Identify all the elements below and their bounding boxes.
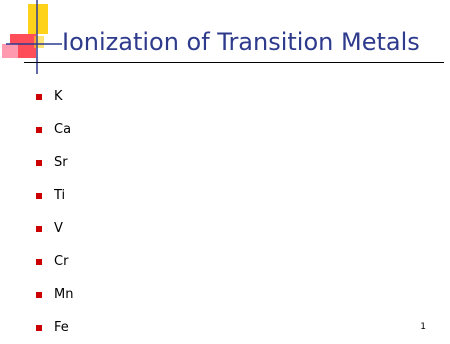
bullet-list [36, 80, 73, 344]
page-number: 1 [420, 322, 426, 332]
list-item [36, 212, 73, 245]
slide-title: Ionization of Transition Metals [62, 28, 420, 56]
square-bullet-icon [36, 193, 42, 199]
bullet-label: V [54, 221, 63, 236]
list-item [36, 80, 73, 113]
list-item [36, 146, 73, 179]
bullet-label: K [54, 89, 63, 104]
list-item [36, 113, 73, 146]
list-item [36, 278, 73, 311]
bullet-label: Cr [54, 254, 69, 269]
title-divider [24, 62, 444, 63]
square-bullet-icon [36, 160, 42, 166]
square-bullet-icon [36, 259, 42, 265]
square-bullet-icon [36, 292, 42, 298]
bullet-label: Ca [54, 122, 72, 137]
square-bullet-icon [36, 127, 42, 133]
bullet-label: Ti [54, 188, 66, 203]
square-bullet-icon [36, 325, 42, 331]
bullet-label: Sr [54, 155, 68, 170]
bullet-label: Mn [54, 287, 74, 302]
square-bullet-icon [36, 226, 42, 232]
square-bullet-icon [36, 94, 42, 100]
bullet-label: Fe [54, 320, 69, 335]
list-item [36, 179, 73, 212]
list-item [36, 311, 73, 344]
list-item [36, 245, 73, 278]
office-logo-icon [0, 0, 70, 80]
